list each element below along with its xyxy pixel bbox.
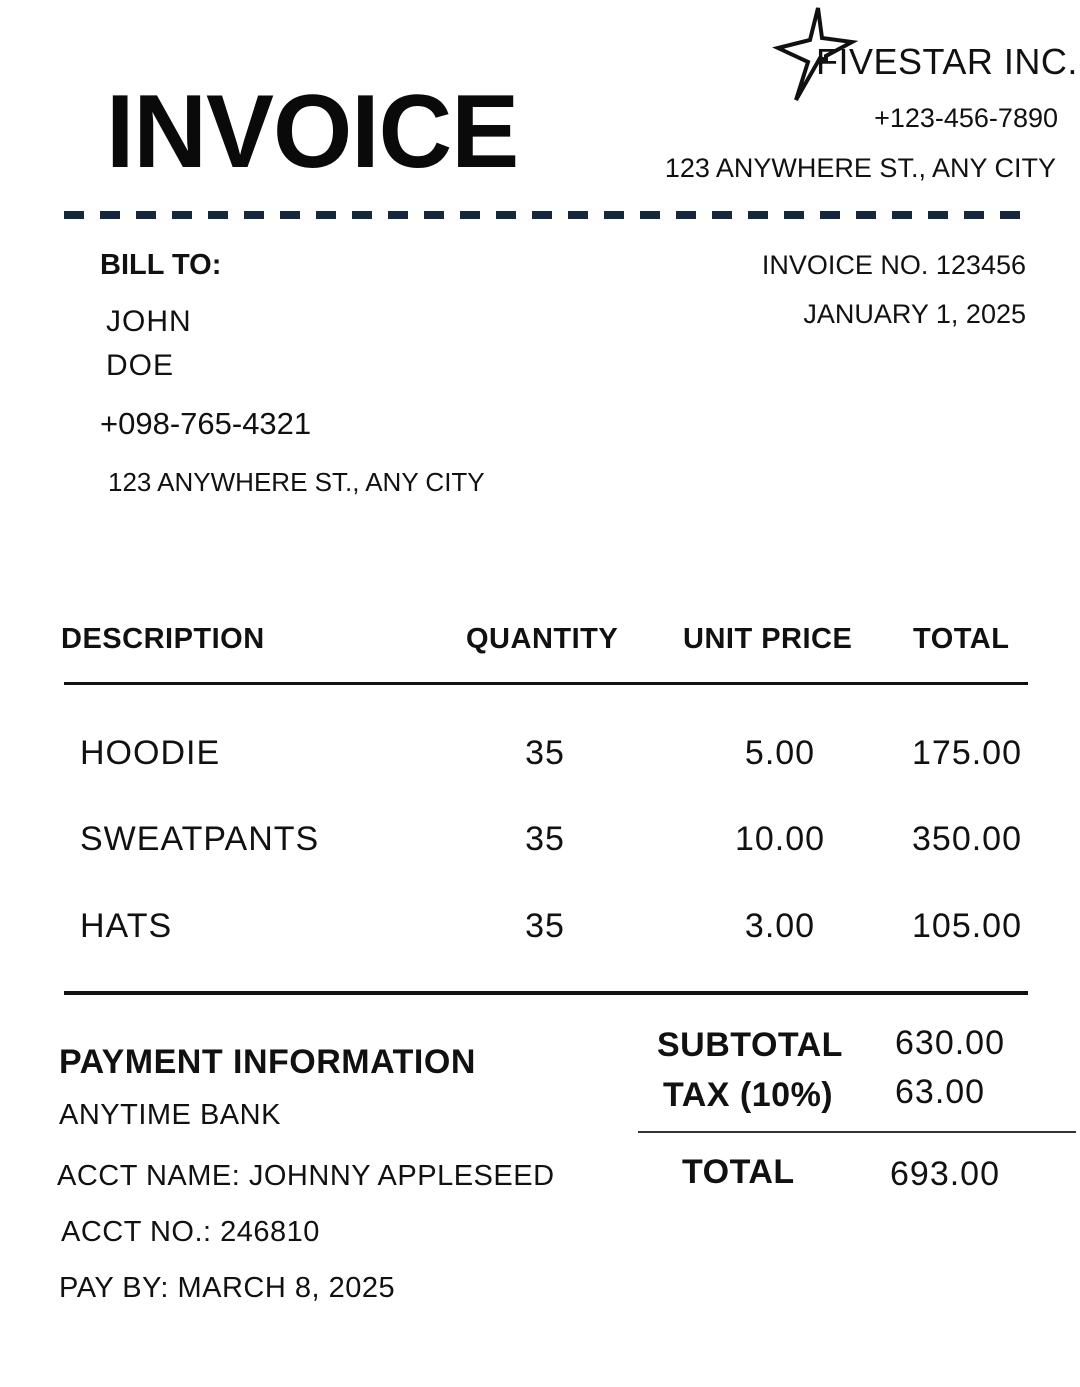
dashed-divider: [64, 211, 1030, 219]
subtotal-label: SUBTOTAL: [657, 1026, 843, 1064]
column-header-description: DESCRIPTION: [61, 623, 265, 655]
column-header-total: TOTAL: [913, 623, 1010, 655]
bill-to-label: BILL TO:: [100, 249, 222, 281]
item-description: HOODIE: [80, 734, 221, 772]
invoice-date: JANUARY 1, 2025: [803, 299, 1026, 329]
table-row: [0, 822, 1080, 872]
tax-value: 63.00: [895, 1073, 986, 1111]
item-quantity: 35: [525, 734, 565, 772]
invoice-number: INVOICE NO. 123456: [761, 250, 1026, 280]
table-bottom-rule: [64, 991, 1028, 995]
company-name: FIVESTAR INC.: [816, 41, 1078, 82]
bill-to-last-name: DOE: [106, 349, 175, 382]
grand-total-label: TOTAL: [682, 1153, 795, 1191]
table-row: [0, 736, 1080, 786]
item-description: HATS: [80, 907, 173, 945]
grand-total-value: 693.00: [890, 1155, 1000, 1193]
payment-heading: PAYMENT INFORMATION: [59, 1043, 476, 1081]
tax-label: TAX (10%): [663, 1076, 834, 1114]
bill-to-address: 123 ANYWHERE ST., ANY CITY: [108, 467, 485, 497]
table-row: [0, 909, 1080, 959]
company-phone: +123-456-7890: [874, 103, 1058, 133]
payment-account-name: ACCT NAME: JOHNNY APPLESEED: [57, 1160, 555, 1192]
item-total: 105.00: [912, 907, 1022, 945]
invoice-title: INVOICE: [106, 74, 519, 190]
payment-account-number: ACCT NO.: 246810: [61, 1216, 320, 1248]
column-header-unit-price: UNIT PRICE: [683, 623, 853, 655]
subtotal-value: 630.00: [895, 1024, 1005, 1062]
item-total: 350.00: [912, 820, 1022, 858]
company-address: 123 ANYWHERE ST., ANY CITY: [664, 153, 1056, 183]
item-unit-price: 3.00: [744, 907, 816, 945]
item-total: 175.00: [912, 734, 1022, 772]
item-unit-price: 10.00: [734, 820, 826, 858]
bill-to-name: [106, 300, 192, 388]
item-quantity: 35: [525, 907, 565, 945]
item-unit-price: 5.00: [744, 734, 816, 772]
column-header-quantity: QUANTITY: [466, 623, 619, 655]
bill-to-phone: +098-765-4321: [100, 406, 312, 441]
total-rule: [638, 1131, 1076, 1133]
payment-due-date: PAY BY: MARCH 8, 2025: [59, 1272, 396, 1304]
item-quantity: 35: [525, 820, 565, 858]
payment-bank: ANYTIME BANK: [59, 1099, 281, 1131]
table-top-rule: [64, 682, 1028, 685]
item-description: SWEATPANTS: [80, 820, 320, 858]
bill-to-first-name: JOHN: [106, 305, 192, 338]
